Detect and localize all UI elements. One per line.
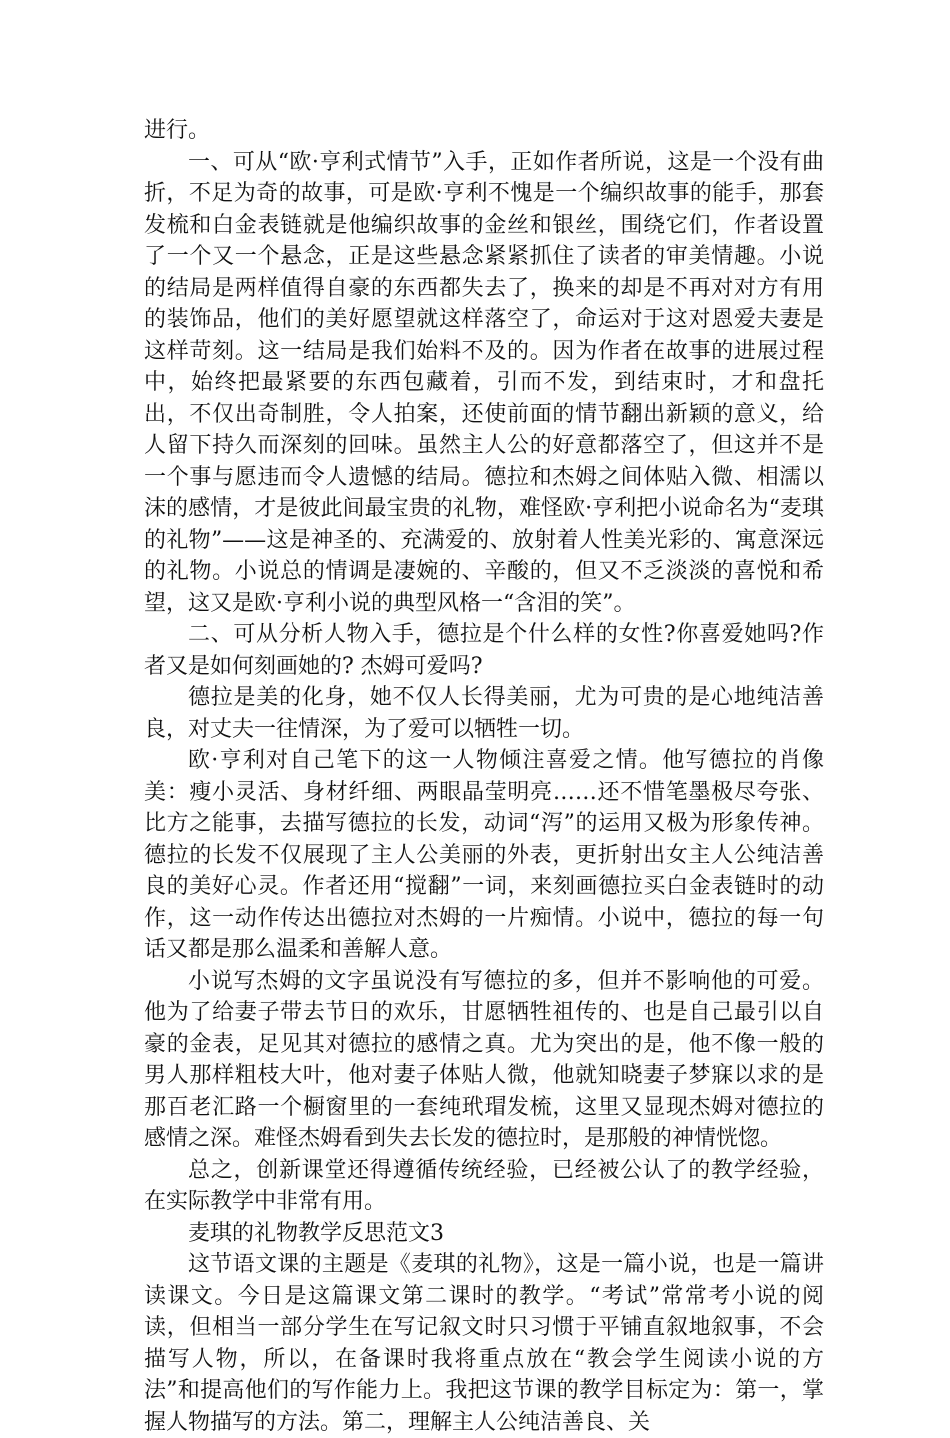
- paragraph-1: 进行。: [144, 118, 211, 143]
- paragraph-4: 德拉是美的化身，她不仅人长得美丽，尤为可贵的是心地纯洁善良，对丈夫一往情深，为了爱可以牺牲一切。: [144, 685, 824, 742]
- paragraph-5: 欧·亨利对自己笔下的这一人物倾注喜爱之情。他写德拉的肖像美：瘦小灵活、身材纤细、两眼晶莹明亮……还不惜笔墨极尽夸张、比方之能事，去描写德拉的长发，动词“泻”的运用又极为形象传神。德拉的长发不仅展现了主人公美丽的外表，更折射出女主人公纯洁善良的美好心灵。作者还用“搅翻”一词，来刻画德拉买白金表链时的动作，这一动作传达出德拉对杰姆的一片痴情。小说中，德拉的每一句话又都是那么温柔和善解人意。: [144, 748, 824, 962]
- paragraph-7: 总之，创新课堂还得遵循传统经验，已经被公认了的教学经验，在实际教学中非常有用。: [144, 1157, 824, 1214]
- paragraph-2: 一、可从“欧·亨利式情节”入手，正如作者所说，这是一个没有曲折，不足为奇的故事，可是欧·亨利不愧是一个编织故事的能手，那套发梳和白金表链就是他编织故事的金丝和银丝，围绕它们，作者设置了一个又一个悬念，正是这些悬念紧紧抓住了读者的审美情趣。小说的结局是两样值得自豪的东西都失去了，换来的却是不再对对方有用的装饰品，他们的美好愿望就这样落空了，命运对于这对恩爱夫妻是这样苛刻。这一结局是我们始料不及的。因为作者在故事的进展过程中，始终把最紧要的东西包藏着，引而不发，到结束时，才和盘托出，不仅出奇制胜，令人拍案，还使前面的情节翻出新颖的意义，给人留下持久而深刻的回味。虽然主人公的好意都落空了，但这并不是一个事与愿违而令人遗憾的结局。德拉和杰姆之间体贴入微、相濡以沫的感情，才是彼此间最宝贵的礼物，难怪欧·亨利把小说命名为“麦琪的礼物”——这是神圣的、充满爱的、放射着人性美光彩的、寓意深远的礼物。小说总的情调是凄婉的、辛酸的，但又不乏淡淡的喜悦和希望，这又是欧·亨利小说的典型风格一“含泪的笑”。: [144, 149, 824, 616]
- paragraph-6: 小说写杰姆的文字虽说没有写德拉的多，但并不影响他的可爱。他为了给妻子带去节日的欢乐，甘愿牺牲祖传的、也是自己最引以自豪的金表，足见其对德拉的感情之真。尤为突出的是，他不像一般的男人那样粗枝大叶，他对妻子体贴人微，他就知晓妻子梦寐以求的是那百老汇路一个橱窗里的一套纯玳瑁发梳，这里又显现杰姆对德拉的感情之深。难怪杰姆看到失去长发的德拉时，是那般的神情恍惚。: [144, 968, 824, 1151]
- paragraph-3: 二、可从分析人物入手，德拉是个什么样的女性?你喜爱她吗?作者又是如何刻画她的? 杰姆可爱吗?: [144, 622, 824, 679]
- section-heading: 麦琪的礼物教学反思范文3: [188, 1220, 444, 1246]
- paragraph-9: 这节语文课的主题是《麦琪的礼物》，这是一篇小说，也是一篇讲读课文。今日是这篇课文第二课时的教学。“考试”常常考小说的阅读，但相当一部分学生在写记叙文时只习惯于平铺直叙地叙事，不会描写人物，所以，在备课时我将重点放在“教会学生阅读小说的方法”和提高他们的写作能力上。我把这节课的教学目标定为：第一，掌握人物描写的方法。第二，理解主人公纯洁善良、关: [144, 1252, 824, 1435]
- document-page: [144, 115, 824, 1438]
